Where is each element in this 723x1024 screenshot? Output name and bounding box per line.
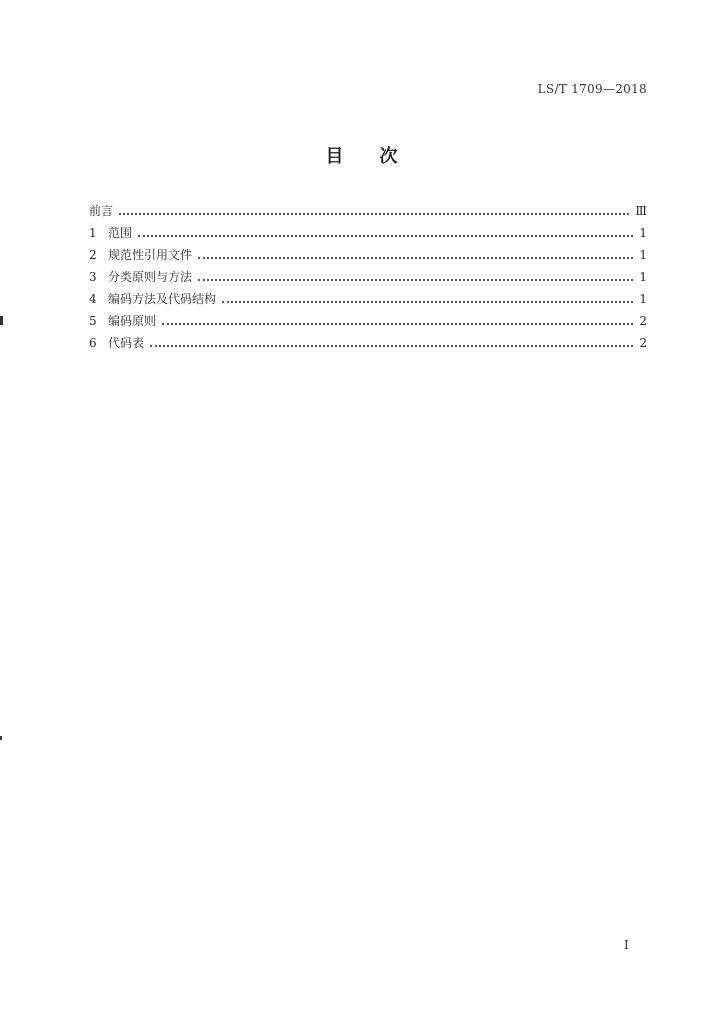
toc-entry-page: 1 — [639, 226, 647, 240]
toc-entry-page: 2 — [639, 314, 647, 328]
toc-entry-normative-references[interactable] — [89, 246, 647, 268]
toc-entry-code-table[interactable] — [89, 334, 647, 356]
toc-entry-label: 代码表 — [108, 336, 145, 350]
toc-entry-label: 编码原则 — [108, 314, 157, 328]
toc-entry-page: Ⅲ — [635, 204, 647, 218]
toc-entry-label: 规范性引用文件 — [108, 248, 193, 262]
scan-artifact-mark — [0, 316, 3, 325]
toc-entry-number: 2 — [89, 248, 97, 262]
standard-code: LS/T 1709—2018 — [537, 82, 647, 96]
toc-leader-dots — [119, 212, 629, 215]
toc-leader-dots — [222, 300, 633, 303]
toc-list — [89, 202, 647, 356]
toc-entry-number: 3 — [89, 270, 97, 284]
toc-leader-dots — [162, 322, 633, 325]
toc-leader-dots — [150, 344, 633, 347]
toc-entry-foreword[interactable] — [89, 202, 647, 224]
toc-leader-dots — [198, 278, 633, 281]
toc-entry-page: 1 — [639, 292, 647, 306]
toc-entry-classification-principles[interactable] — [89, 268, 647, 290]
toc-entry-page: 1 — [639, 248, 647, 262]
toc-entry-coding-method[interactable] — [89, 290, 647, 312]
toc-entry-number: 4 — [89, 292, 97, 306]
toc-entry-number: 5 — [89, 314, 97, 328]
toc-leader-dots — [138, 234, 633, 237]
toc-entry-number: 1 — [89, 226, 97, 240]
page-number: I — [624, 938, 629, 952]
scan-artifact-mark — [0, 736, 2, 740]
toc-entry-label: 范围 — [108, 226, 133, 240]
toc-entry-page: 1 — [639, 270, 647, 284]
toc-entry-label: 编码方法及代码结构 — [108, 292, 217, 306]
toc-entry-scope[interactable] — [89, 224, 647, 246]
toc-title-part2: 次 — [379, 146, 398, 167]
toc-entry-page: 2 — [639, 336, 647, 350]
toc-entry-label: 分类原则与方法 — [108, 270, 193, 284]
toc-title-part1: 目 — [325, 146, 344, 167]
toc-entry-coding-principles[interactable] — [89, 312, 647, 334]
toc-entry-number: 6 — [89, 336, 97, 350]
toc-entry-label: 前言 — [89, 204, 114, 218]
toc-leader-dots — [198, 256, 633, 259]
toc-title — [0, 142, 723, 168]
